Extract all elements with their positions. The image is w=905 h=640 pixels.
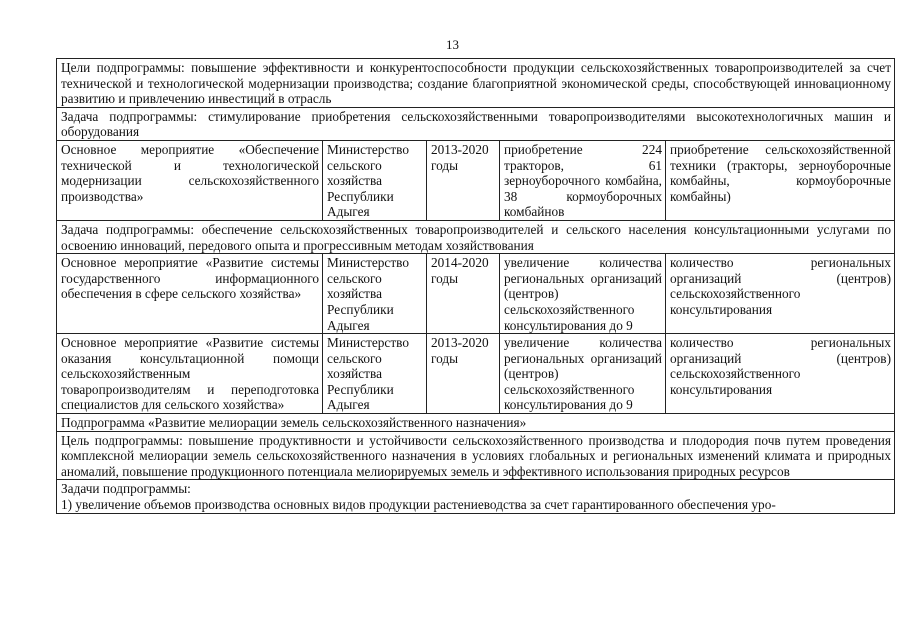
subprogram-task: Задача подпрограммы: стимулирование приобретения сельскохозяйственными товаропроизводителями высокотехнологичных машин и оборудования bbox=[57, 107, 895, 140]
goals-row bbox=[57, 59, 895, 108]
measure-name: Основное мероприятие «Обеспечение технической и технологической модернизации сельскохозяйственного производства» bbox=[57, 140, 323, 220]
subprogram-title-row bbox=[57, 414, 895, 432]
measure-name: Основное мероприятие «Развитие системы государственного информационного обеспечения в сфере сельского хозяйства» bbox=[57, 254, 323, 334]
program-table bbox=[56, 58, 895, 514]
tasks-heading: Задачи подпрограммы: bbox=[61, 481, 191, 497]
table-row bbox=[57, 334, 895, 414]
measure-executor: Министерство сельского хозяйства Республики Адыгея bbox=[323, 334, 427, 414]
task-row bbox=[57, 220, 895, 253]
subprogram-goals: Цели подпрограммы: повышение эффективности и конкурентоспособности продукции сельскохозяйственных товаропроизводителей за счет технической и технологической модернизации производства; создание благоприятной экономической среды, способствующей инновационному развитию и привлечению инвестиций в отрасль bbox=[57, 59, 895, 108]
table-row bbox=[57, 254, 895, 334]
measure-indicator: приобретение сельскохозяйственной техники (тракторы, зерноуборочные комбайны, кормоуборочные комбайны) bbox=[666, 140, 895, 220]
subprogram-goal: Цель подпрограммы: повышение продуктивности и устойчивости сельскохозяйственного производства и плодородия почв путем проведения комплексной мелиорации земель сельскохозяйственного назначения в условиях глобальных и региональных изменений климата и природных аномалий, повышение продукционного потенциала мелиорируемых земель и эффективного использования природных ресурсов bbox=[57, 431, 895, 480]
page-number: 13 bbox=[446, 37, 459, 52]
measure-result: увеличение количества региональных организаций (центров) сельскохозяйственного консультирования до 9 bbox=[500, 254, 666, 334]
table-row bbox=[57, 140, 895, 220]
measure-indicator: количество региональных организаций (центров) сельскохозяйственного консультирования bbox=[666, 334, 895, 414]
measure-name: Основное мероприятие «Развитие системы оказания консультационной помощи сельскохозяйственным товаропроизводителям и переподготовка специалистов для сельского хозяйства» bbox=[57, 334, 323, 414]
measure-indicator: количество региональных организаций (центров) сельскохозяйственного консультирования bbox=[666, 254, 895, 334]
subprogram-title: Подпрограмма «Развитие мелиорации земель сельскохозяйственного назначения» bbox=[57, 414, 895, 432]
measure-period: 2013-2020 годы bbox=[427, 334, 500, 414]
measure-executor: Министерство сельского хозяйства Республики Адыгея bbox=[323, 254, 427, 334]
measure-period: 2013-2020 годы bbox=[427, 140, 500, 220]
goal-row bbox=[57, 431, 895, 480]
measure-period: 2014-2020 годы bbox=[427, 254, 500, 334]
task-item: 1) увеличение объемов производства основных видов продукции растениеводства за счет гарантированного обеспечения уро- bbox=[61, 497, 776, 513]
tasks-row bbox=[57, 480, 895, 513]
task-row bbox=[57, 107, 895, 140]
subprogram-task: Задача подпрограммы: обеспечение сельскохозяйственных товаропроизводителей и сельского населения консультационными услугами по освоению инноваций, передового опыта и прогрессивным методам хозяйствования bbox=[57, 220, 895, 253]
measure-result: увеличение количества региональных организаций (центров) сельскохозяйственного консультирования до 9 bbox=[500, 334, 666, 414]
measure-executor: Министерство сельского хозяйства Республики Адыгея bbox=[323, 140, 427, 220]
measure-result: приобретение 224 тракторов, 61 зерноуборочного комбайна, 38 кормоуборочных комбайнов bbox=[500, 140, 666, 220]
